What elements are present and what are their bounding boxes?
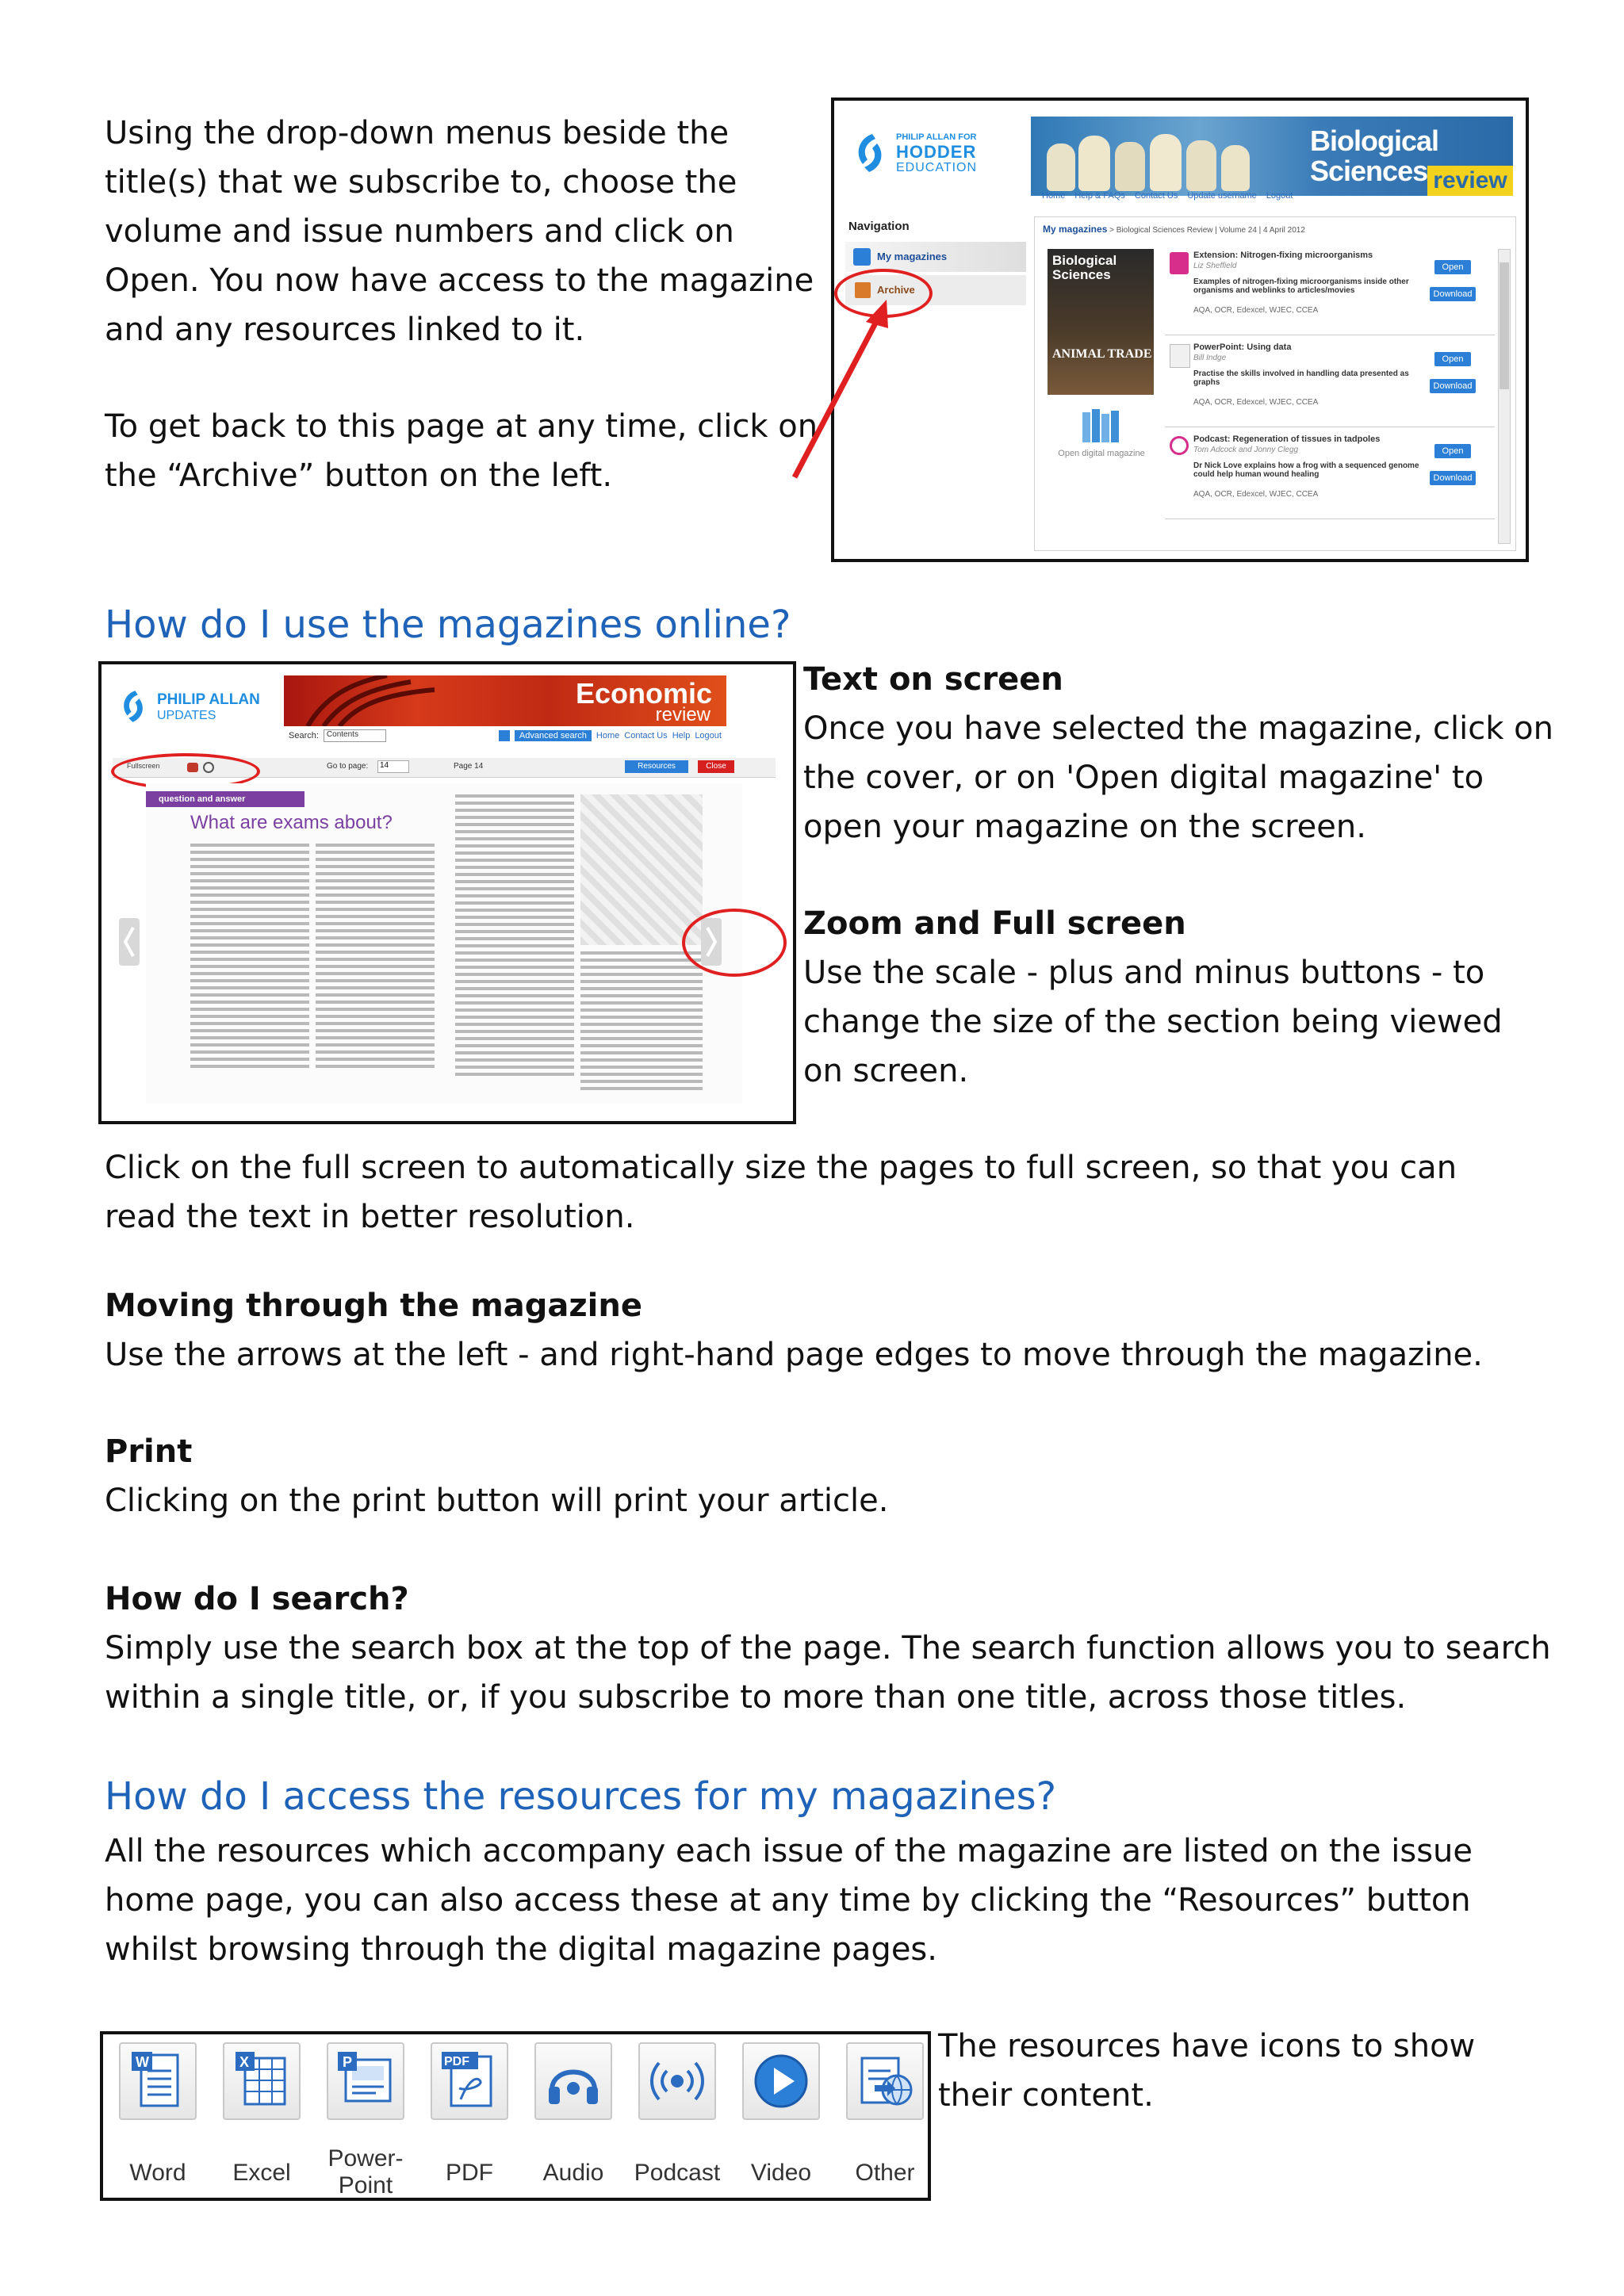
resource-desc: Practise the skills involved in handling data presented as graphs	[1193, 369, 1409, 387]
search-label: Search:	[289, 731, 319, 740]
wheat-image-icon	[292, 675, 450, 726]
reader-nav-contact[interactable]: Contact Us	[624, 731, 668, 740]
download-button[interactable]: Download	[1430, 379, 1476, 393]
logo-line-2: UPDATES	[157, 709, 216, 722]
page-label: Page 14	[454, 762, 484, 771]
download-button[interactable]: Download	[1430, 287, 1476, 301]
breadcrumb-rest: > Biological Sciences Review | Volume 24 | 4 April 2012	[1107, 226, 1305, 235]
resource-item	[1165, 430, 1495, 519]
my-magazines-panel	[1034, 216, 1516, 551]
resource-title: Extension: Nitrogen-fixing microorganisms	[1193, 251, 1373, 260]
navigation-heading: Navigation	[848, 220, 910, 233]
fullscreen-body: Click on the full screen to automatically size the pages to full screen, so that you can read the text in better resolution.	[105, 1150, 1457, 1235]
powerpoint-icon	[327, 2042, 404, 2120]
nav-link-logout[interactable]: Logout	[1266, 191, 1293, 201]
resource-icon-excel	[218, 2042, 305, 2186]
cover-headline: ANIMAL TRADE	[1052, 347, 1152, 361]
resource-boards: AQA, OCR, Edexcel, WJEC, CCEA	[1193, 490, 1319, 499]
nav-link-home[interactable]: Home	[1042, 191, 1066, 201]
cover-title: Biological Sciences	[1052, 253, 1117, 282]
books-icon	[1079, 408, 1125, 446]
resource-author: Bill Indge	[1193, 354, 1227, 362]
resource-icon-pdf	[426, 2042, 513, 2186]
scrollbar-thumb[interactable]	[1500, 262, 1509, 389]
icon-label-podcast: Podcast	[634, 2160, 721, 2186]
resource-list	[1165, 246, 1495, 547]
article-title: What are exams about?	[190, 812, 393, 833]
archive-screenshot	[831, 98, 1529, 562]
archive-top-nav	[1042, 191, 1293, 201]
fullscreen-button[interactable]: Fullscreen	[127, 762, 160, 770]
reader-nav-help[interactable]: Help	[672, 731, 691, 740]
article-tag: question and answer	[146, 791, 304, 807]
download-button[interactable]: Download	[1430, 471, 1476, 485]
advanced-search-button[interactable]: Advanced search	[515, 730, 592, 741]
search-go-icon[interactable]	[499, 730, 510, 741]
banner-title: Economic	[575, 677, 712, 710]
icon-label-powerpoint: Power-Point	[327, 2145, 404, 2198]
search-body: Simply use the search box at the top of the page. The search function allows you to search within a single title, or, if you subscribe to more than one title, across those titles.	[105, 1630, 1551, 1716]
resource-author: Liz Sheffield	[1193, 262, 1237, 270]
svg-text:P: P	[343, 2054, 353, 2070]
open-button[interactable]: Open	[1434, 260, 1471, 274]
resource-icon-video	[737, 2042, 825, 2186]
breadcrumb-main[interactable]: My magazines	[1043, 224, 1108, 235]
article-text-col-3	[455, 794, 574, 1080]
logo-line-1: PHILIP ALLAN FOR	[896, 132, 977, 142]
bsr-banner	[1031, 117, 1513, 196]
open-button[interactable]: Open	[1434, 444, 1471, 458]
close-button[interactable]: Close	[698, 760, 734, 773]
excel-icon	[223, 2042, 301, 2120]
reader-nav-home[interactable]: Home	[596, 731, 620, 740]
icon-label-excel: Excel	[232, 2160, 291, 2186]
nav-item-my-magazines-label: My magazines	[877, 251, 948, 262]
magazine-spread	[146, 783, 742, 1104]
resource-desc: Examples of nitrogen-fixing microorganisms inside other organisms and weblinks to articles/movies	[1193, 277, 1409, 295]
open-digital-icon[interactable]	[1079, 408, 1125, 446]
svg-text:PDF: PDF	[444, 2055, 469, 2068]
reader-nav-logout[interactable]: Logout	[695, 731, 722, 740]
resources-button[interactable]: Resources	[625, 760, 688, 773]
next-arrow-highlight-ellipse	[682, 909, 787, 977]
open-button[interactable]: Open	[1434, 352, 1471, 366]
goto-label: Go to page:	[327, 762, 369, 771]
banner-title-2: Sciences	[1310, 155, 1428, 187]
svg-text:W: W	[136, 2054, 149, 2070]
red-arrow-icon	[785, 293, 896, 484]
reader-screenshot	[98, 661, 796, 1124]
banner-title-1: Biological	[1310, 124, 1439, 157]
search-select[interactable]: Contents	[324, 729, 386, 742]
print-heading: Print	[105, 1433, 193, 1470]
nav-link-help[interactable]: Help & FAQs	[1074, 191, 1125, 201]
other-icon	[846, 2042, 924, 2120]
pdf-icon	[431, 2042, 508, 2120]
svg-text:X: X	[239, 2054, 250, 2070]
resource-icon-word	[114, 2042, 201, 2186]
video-icon	[742, 2042, 820, 2120]
philip-allan-logo	[117, 688, 276, 736]
resource-item	[1165, 338, 1495, 427]
heading-online: How do I use the magazines online?	[105, 603, 791, 647]
icon-label-other: Other	[855, 2160, 915, 2186]
powerpoint-resource-icon	[1170, 344, 1190, 368]
zoom-heading: Zoom and Full screen	[803, 905, 1186, 942]
resource-boards: AQA, OCR, Edexcel, WJEC, CCEA	[1193, 306, 1319, 315]
logo-line-2: HODDER	[896, 142, 977, 162]
goto-input[interactable]: 14	[377, 760, 409, 773]
resources-body: All the resources which accompany each issue of the magazine are listed on the issue home page, you can also access these at any time by clicking the “Resources” button whilst browsing through the digital magazine pages.	[105, 1833, 1473, 1968]
hodder-logo	[852, 126, 1010, 182]
magazines-icon	[853, 248, 871, 266]
text-on-screen-body: Once you have selected the magazine, click on the cover, or on 'Open digital magazine' to open your magazine on the screen.	[803, 710, 1553, 845]
moving-body: Use the arrows at the left - and right-hand page edges to move through the magazine.	[105, 1337, 1483, 1373]
chevron-left-icon	[119, 918, 140, 966]
article-text-col-2	[316, 844, 435, 1072]
prev-page-arrow[interactable]	[119, 918, 140, 966]
icon-label-video: Video	[750, 2160, 812, 2186]
open-digital-magazine-link[interactable]: Open digital magazine	[1058, 449, 1145, 458]
nav-link-update-username[interactable]: Update username	[1187, 191, 1257, 201]
audio-icon	[534, 2042, 612, 2120]
economic-review-banner	[284, 675, 726, 726]
logo-line-1: PHILIP ALLAN	[157, 691, 260, 708]
moving-heading: Moving through the magazine	[105, 1288, 642, 1324]
magazine-cover[interactable]	[1048, 249, 1154, 395]
intro-paragraph-1: Using the drop-down menus beside the title(s) that we subscribe to, choose the volume and issue numbers and click on Open. You now have access to the magazine and any resources linked to it.	[105, 115, 814, 348]
resource-icon-audio	[530, 2042, 617, 2186]
resource-icon-podcast	[634, 2042, 721, 2186]
word-icon	[119, 2042, 197, 2120]
heading-resources: How do I access the resources for my magazines?	[105, 1774, 1057, 1819]
intro-paragraph-2: To get back to this page at any time, click on the “Archive” button on the left.	[105, 408, 818, 494]
print-body: Clicking on the print button will print your article.	[105, 1483, 889, 1519]
zoom-body: Use the scale - plus and minus buttons - to change the size of the section being viewed on screen.	[803, 955, 1503, 1089]
article-text-col-1	[190, 844, 309, 1072]
podcast-icon	[638, 2042, 716, 2120]
resource-scrollbar[interactable]	[1498, 249, 1511, 544]
banner-sub: review	[655, 704, 710, 725]
nav-link-contact[interactable]: Contact Us	[1134, 191, 1178, 201]
penguins-image	[1047, 128, 1285, 191]
reader-search-bar	[289, 729, 722, 742]
logo-swirl-icon	[117, 688, 149, 725]
resource-title: PowerPoint: Using data	[1193, 342, 1292, 352]
resource-desc: Dr Nick Love explains how a frog with a sequenced genome could help human wound healing	[1193, 461, 1419, 479]
breadcrumb	[1043, 224, 1305, 235]
extension-resource-icon	[1170, 252, 1189, 274]
left-page	[146, 783, 444, 1104]
icon-label-pdf: PDF	[446, 2160, 493, 2186]
nav-item-my-magazines[interactable]	[845, 242, 1026, 272]
text-on-screen-heading: Text on screen	[803, 661, 1063, 698]
icons-caption: The resources have icons to show their content.	[938, 2028, 1476, 2114]
resource-item	[1165, 246, 1495, 335]
resource-boards: AQA, OCR, Edexcel, WJEC, CCEA	[1193, 398, 1319, 407]
resource-icons-box	[100, 2031, 931, 2201]
logo-line-3: EDUCATION	[896, 161, 978, 174]
resource-icon-other	[841, 2042, 929, 2186]
nav-item-archive-label: Archive	[877, 284, 915, 296]
banner-review: review	[1427, 166, 1513, 196]
icon-label-audio: Audio	[542, 2160, 604, 2186]
resource-author: Tom Adcock and Jonny Clegg	[1193, 446, 1299, 454]
article-text-col-4	[580, 951, 703, 1094]
resource-icon-powerpoint	[322, 2042, 409, 2198]
podcast-resource-icon	[1170, 436, 1189, 455]
icon-label-word: Word	[129, 2160, 186, 2186]
resource-title: Podcast: Regeneration of tissues in tadpoles	[1193, 434, 1381, 444]
shaded-panel	[580, 794, 703, 945]
search-heading: How do I search?	[105, 1581, 409, 1617]
logo-swirl-icon	[852, 131, 888, 175]
